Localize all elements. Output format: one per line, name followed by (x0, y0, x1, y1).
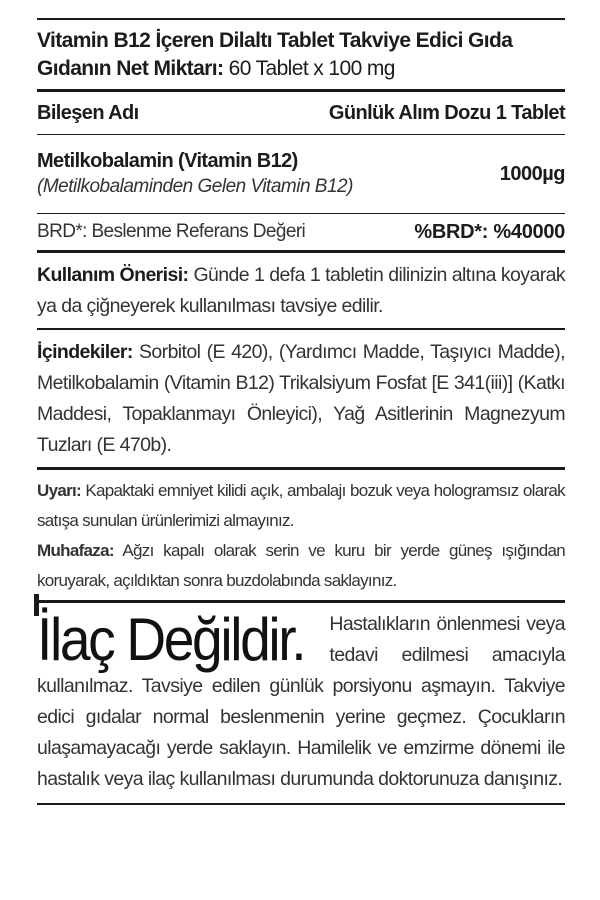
net-quantity-label: Gıdanın Net Miktarı: (37, 57, 224, 80)
ingredients-section (37, 330, 565, 467)
net-quantity (37, 55, 565, 89)
brd-row (37, 214, 565, 250)
net-quantity-value: 60 Tablet x 100 mg (228, 57, 395, 80)
usage-label: Kullanım Önerisi: (37, 264, 189, 286)
notice-text: Hastalıkların önlenmesi veya tedavi edilmesi amacıyla kullanılmaz. Tavsiye edilen günlük porsiyonu aşmayın. Takviye edici gıdalar normal beslenmenin yerine geçmez. Çocukların ulaşamayacağı yerde saklayın. Hamilelik ve emzirme dönemi ile hastalık veya ilaç kullanılması durumunda doktorunuza danışınız. (37, 613, 565, 790)
bottom-rule (37, 803, 565, 805)
table-header (37, 92, 565, 134)
brd-value: %BRD*: %40000 (414, 220, 565, 243)
usage-text: Günde 1 defa 1 tabletin dilinizin altına koyarak ya da çiğneyerek kullanılması tavsiye edilir. (37, 264, 565, 317)
not-a-medicine-heading: İlaç Değildir. (37, 606, 305, 673)
warning-paragraph (37, 476, 565, 536)
warning-label: Uyarı: (37, 481, 81, 500)
storage-label: Muhafaza: (37, 541, 114, 560)
notice-section (37, 603, 565, 795)
warning-text: Kapaktaki emniyet kilidi açık, ambalajı bozuk veya hologramsız olarak satışa sunulan ürünlerimizi almayınız. (37, 481, 565, 530)
storage-text: Ağzı kapalı olarak serin ve kuru bir yerde güneş ışığından koruyarak, açıldıktan sonra buzdolabında saklayınız. (37, 541, 565, 590)
ingredients-label: İçindekiler: (37, 341, 133, 363)
ingredients-text: Sorbitol (E 420), (Yardımcı Madde, Taşıyıcı Madde), Metilkobalamin (Vitamin B12) Trikalsiyum Fosfat [E 341(iii)] (Katkı Maddesi, Topaklanmayı Önleyici), Yağ Asitlerinin Magnezyum Tuzları (E 470b). (37, 341, 565, 456)
ingredient-name: Metilkobalamin (Vitamin B12) (37, 150, 298, 172)
product-title: Vitamin B12 İçeren Dilaltı Tablet Takviye Edici Gıda (37, 29, 513, 52)
usage-section (37, 253, 565, 328)
brd-label: BRD*: Beslenme Referans Değeri (37, 221, 306, 242)
dose-column-header: Günlük Alım Dozu 1 Tablet (328, 101, 565, 124)
component-column-header: Bileşen Adı (37, 101, 139, 124)
ingredient-amount: 1000µg (499, 162, 565, 185)
ingredient-cell (37, 148, 353, 200)
storage-paragraph (37, 536, 565, 596)
supplement-facts-label (37, 18, 565, 805)
ingredient-row (37, 135, 565, 213)
ingredient-subtitle: (Metilkobalaminden Gelen Vitamin B12) (37, 176, 353, 197)
warnings-section (37, 470, 565, 600)
